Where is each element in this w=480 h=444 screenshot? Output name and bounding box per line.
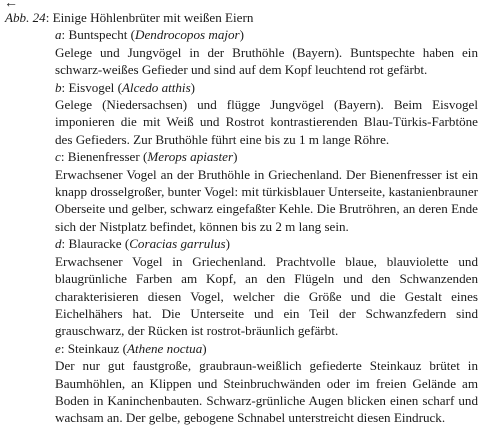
entry-heading: b: Eisvogel (Alcedo atthis) xyxy=(55,79,196,95)
entry-heading: d: Blauracke (Coracias garrulus) xyxy=(55,236,230,252)
entry-heading: c: Bienenfresser (Merops apiaster) xyxy=(55,149,238,165)
entry-e xyxy=(5,340,478,427)
entry-latin-name: Alcedo atthis xyxy=(121,79,191,95)
entry-letter: d xyxy=(55,236,62,252)
entry-common-name: Bienenfresser xyxy=(67,149,140,165)
entry-b xyxy=(5,79,478,149)
entry-common-name: Buntspecht xyxy=(68,27,128,43)
entry-description: Gelege und Jungvögel in der Bruthöhle (Bayern). Buntspechte haben ein schwarz-weißes Gefieder und sind auf dem Kopf leuchtend rot gefärbt. xyxy=(55,44,478,78)
entry-description: Der nur gut faustgroße, graubraun-weißlich gefiederte Steinkauz brütet in Baumhöhlen, an Klippen und Steinbruchwänden oder im freien Gelände am Boden in Kaninchenbauten. Schwarz-grünliche Augen blicken einen scharf und wachsam an. Der gelbe, gebogene Schnabel unterstreicht diesen Eindruck. xyxy=(55,358,478,426)
entry-latin-name: Dendrocopos major xyxy=(135,27,240,43)
entry-latin-name: Coracias garrulus xyxy=(129,236,226,252)
entry-description: Erwachsener Vogel an der Bruthöhle in Griechenland. Der Bienenfresser ist ein knapp drosselgroßer, bunter Vogel: mit türkisblauer Unterseite, kastanienbrauner Oberseite und gelber, schwarz eingefaßter Kehle. Die Brutröhren, an deren Ende sich der Nistplatz befindet, können bis zu 2 m lang sein. xyxy=(55,166,478,234)
figure-caption xyxy=(5,9,478,26)
figure-label-separator: : xyxy=(45,10,53,25)
entry-d xyxy=(5,235,478,339)
entry-a xyxy=(5,26,478,78)
entry-common-name: Blauracke xyxy=(68,236,122,252)
figure-title: Einige Höhlenbrüter mit weißen Eiern xyxy=(52,10,254,25)
entry-letter: a xyxy=(55,27,62,43)
back-arrow-icon[interactable]: ← xyxy=(4,0,18,11)
entry-description: Erwachsener Vogel in Griechenland. Prachtvolle blaue, blauviolette und blaugrünliche Farben am Kopf, an den Flügeln und den Schwanzenden charakterisieren diesen Vogel, welcher die Größe und die Gestalt eines Eichelhähers hat. Die Unterseite und ein Teil der Schwanzfedern sind grauschwarz, der Rücken ist rostrot-bräunlich gefärbt. xyxy=(55,253,478,339)
entry-heading: e: Steinkauz (Athene noctua) xyxy=(55,340,207,356)
entry-heading: a: Buntspecht (Dendrocopos major) xyxy=(55,27,245,43)
entry-description: Gelege (Niedersachsen) und flügge Jungvögel (Bayern). Beim Eisvogel imponieren die mit Weiß und Rostrot kontrastierenden Blau-Türkis-Farbtöne des Gefieders. Zur Bruthöhle führt eine bis zu 1 m lange Röhre. xyxy=(55,97,478,147)
figure-caption-block xyxy=(5,9,478,427)
entry-latin-name: Merops apiaster xyxy=(147,149,234,165)
entry-letter: b xyxy=(55,79,62,95)
entry-letter: c xyxy=(55,149,61,165)
entry-common-name: Steinkauz xyxy=(67,340,120,356)
entry-c xyxy=(5,148,478,235)
figure-label: Abb. 24 xyxy=(5,10,46,25)
entry-common-name: Eisvogel xyxy=(68,79,115,95)
entry-letter: e xyxy=(55,340,61,356)
entry-latin-name: Athene noctua xyxy=(127,340,203,356)
